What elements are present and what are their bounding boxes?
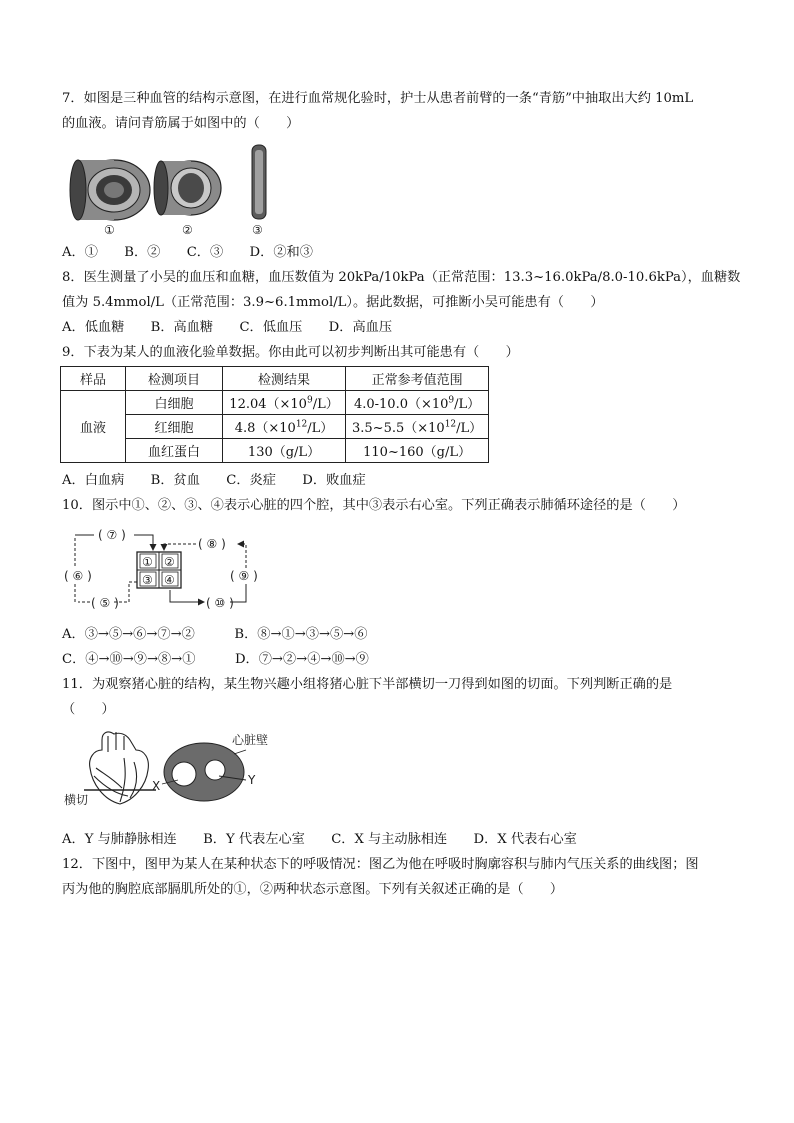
range-cell: $3.5\sim 5.5(\times 10^{12}/L)$ (346, 415, 489, 439)
item-cell: 白细胞 (126, 391, 223, 415)
vessel-label-1: ① (104, 223, 115, 237)
label-x: X (152, 779, 161, 793)
result-cell: $12.04(\times 10^9/L)$ (223, 391, 346, 415)
q12-stem-line1: 12．下图中，图甲为某人在某种状态下的呼吸情况：图乙为他在呼吸时胸廓容积与肺内气压关系的曲线图；图 (62, 857, 699, 872)
q7-stem-line1: 7．如图是三种血管的结构示意图，在进行血常规化验时，护士从患者前臂的一条“青筋”中抽取出大约 10mL (62, 91, 694, 106)
sample-cell: 血液 (61, 391, 126, 463)
range-cell: $4.0-10.0(\times 10^9/L)$ (346, 391, 489, 415)
circulation-diagram (64, 522, 274, 620)
header-range: 正常参考值范围 (346, 367, 489, 391)
label-6: ( ⑥ ) (64, 569, 92, 583)
q10-stem: 10．图示中①、②、③、④表示心脏的四个腔，其中③表示右心室。下列正确表示肺循环途径的是（ ） (62, 498, 686, 513)
q11-stem-line1: 11．为观察猪心脏的结构，某生物兴趣小组将猪心脏下半部横切一刀得到如图的切面。下列判断正确的是 (62, 677, 673, 692)
range-cell: 110~160（g/L） (346, 439, 489, 463)
q9-stem: 9．下表为某人的血液化验单数据。你由此可以初步判断出其可能患有（ ） (62, 345, 519, 360)
label-8: ( ⑧ ) (198, 537, 226, 551)
header-result: 检测结果 (223, 367, 346, 391)
chamber-3: ③ (142, 573, 153, 587)
label-5: ( ⑤ ) (91, 596, 119, 610)
label-heart-wall: 心脏壁 (232, 733, 269, 747)
q10-options-line2: C．④→⑩→⑨→⑧→① D．⑦→②→④→⑩→⑨ (62, 652, 369, 667)
vessel-label-3: ③ (252, 223, 263, 237)
item-cell: 血红蛋白 (126, 439, 223, 463)
q12-stem-line2: 丙为他的胸腔底部膈肌所处的①，②两种状态示意图。下列有关叙述正确的是（ ） (62, 882, 564, 897)
heart-chambers (137, 552, 181, 588)
result-cell: 130（g/L） (223, 439, 346, 463)
table-header-row (61, 367, 489, 391)
blood-test-table (60, 366, 489, 463)
q7-stem-line2: 的血液。请问青筋属于如图中的（ ） (62, 116, 300, 131)
q8-stem-line1: 8．医生测量了小吴的血压和血糖，血压数值为 20kPa/10kPa（正常范围：13.3~16.0kPa/8.0-10.6kPa），血糖数 (62, 270, 741, 285)
cross-section (162, 743, 246, 801)
header-sample: 样品 (61, 367, 126, 391)
pig-heart-figure (64, 728, 274, 808)
vessel-label-2: ② (182, 223, 193, 237)
label-cut: 横切 (64, 793, 89, 807)
blood-vessels-figure (64, 140, 284, 238)
label-10: ( ⑩ ) (206, 596, 234, 610)
chamber-4: ④ (164, 573, 175, 587)
header-item: 检测项目 (126, 367, 223, 391)
heart-illustration (84, 732, 156, 804)
table-row (61, 439, 489, 463)
chamber-2: ② (164, 555, 175, 569)
q11-options: A．Y 与肺静脉相连 B．Y 代表左心室 C．X 与主动脉相连 D．X 代表右心室 (62, 832, 577, 847)
q11-stem-line2: （ ） (62, 702, 115, 717)
table-row (61, 391, 489, 415)
q8-stem-line2: 值为 5.4mmol/L（正常范围：3.9~6.1mmol/L）。据此数据，可推断小吴可能患有（ ） (62, 295, 604, 310)
result-cell: $4.8(\times 10^{12}/L)$ (223, 415, 346, 439)
item-cell: 红细胞 (126, 415, 223, 439)
q7-options: A．① B．② C．③ D．②和③ (62, 245, 313, 260)
chamber-1: ① (142, 555, 153, 569)
label-y: Y (248, 773, 256, 787)
vein-illustration (154, 161, 221, 215)
label-7: ( ⑦ ) (98, 528, 126, 542)
label-9: ( ⑨ ) (230, 569, 258, 583)
q8-options: A．低血糖 B．高血糖 C．低血压 D．高血压 (62, 320, 393, 335)
artery-illustration (70, 160, 150, 220)
q9-options: A．白血病 B．贫血 C．炎症 D．败血症 (62, 473, 366, 488)
capillary-illustration (252, 145, 266, 219)
table-row (61, 415, 489, 439)
q10-options-line1: A．③→⑤→⑥→⑦→② B．⑧→①→③→⑤→⑥ (62, 627, 368, 642)
